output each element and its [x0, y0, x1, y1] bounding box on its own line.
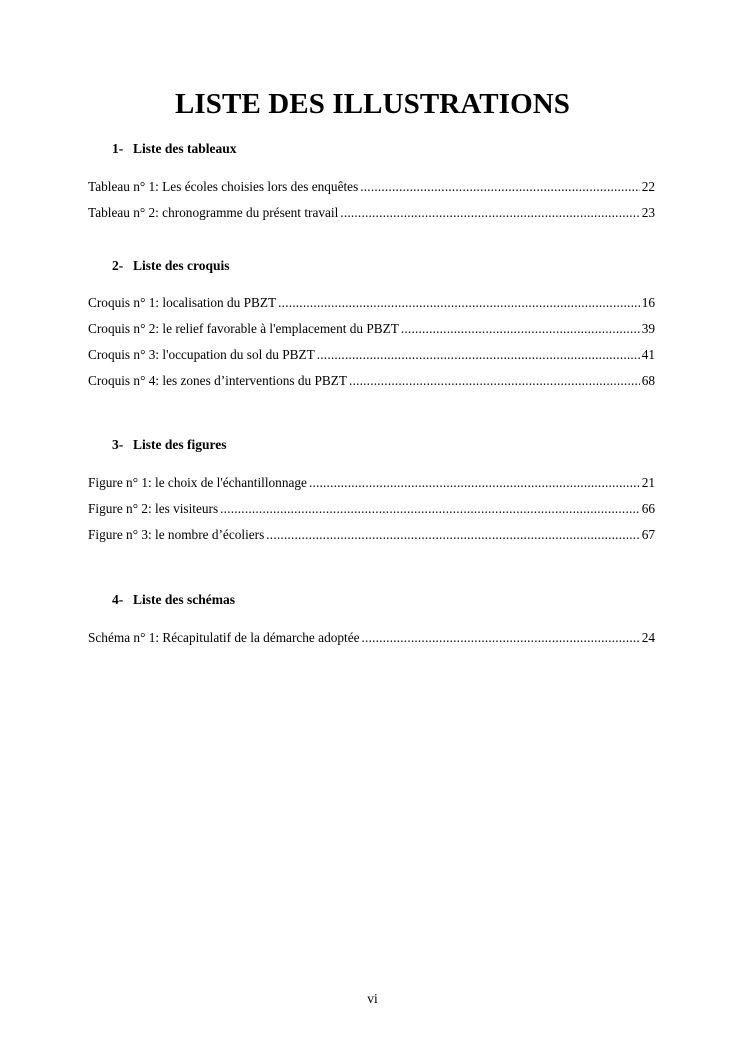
section-title: Liste des croquis — [133, 258, 230, 273]
entry-label: Croquis n° 2: le relief favorable à l'emplacement du PBZT — [88, 321, 399, 336]
section-title: Liste des figures — [133, 437, 227, 452]
toc-entry-figure-2[interactable] — [88, 501, 655, 517]
section-title: Liste des tableaux — [133, 141, 237, 156]
entry-page: 68 — [641, 373, 655, 388]
entry-page: 23 — [641, 205, 655, 220]
dot-leader — [317, 347, 640, 363]
entry-label: Croquis n° 4: les zones d’interventions du PBZT — [88, 373, 348, 388]
entry-page: 67 — [641, 527, 655, 542]
toc-entry-tableau-2[interactable] — [88, 205, 655, 221]
section-heading-schemas — [112, 592, 235, 608]
dot-leader — [362, 630, 640, 646]
entry-page: 24 — [641, 630, 655, 645]
toc-entry-tableau-1[interactable] — [88, 179, 655, 195]
dot-leader — [340, 205, 639, 221]
entry-label: Croquis n° 3: l'occupation du sol du PBZT — [88, 347, 315, 362]
toc-entry-croquis-1[interactable] — [88, 295, 655, 311]
section-heading-croquis — [112, 258, 230, 274]
entry-label: Croquis n° 1: localisation du PBZT — [88, 295, 277, 310]
page-number: vi — [367, 991, 378, 1006]
entry-page: 39 — [641, 321, 655, 336]
dot-leader — [220, 501, 640, 517]
entry-label: Tableau n° 1: Les écoles choisies lors des enquêtes — [88, 179, 359, 194]
entry-page: 41 — [641, 347, 655, 362]
section-number: 1- — [112, 141, 124, 156]
section-number: 2- — [112, 258, 124, 273]
section-heading-tableaux — [112, 141, 237, 157]
section-heading-figures — [112, 437, 227, 453]
dot-leader — [278, 295, 640, 311]
dot-leader — [349, 373, 640, 389]
entry-label: Figure n° 3: le nombre d’écoliers — [88, 527, 265, 542]
entry-page: 66 — [641, 501, 655, 516]
section-number: 4- — [112, 592, 124, 607]
entry-label: Schéma n° 1: Récapitulatif de la démarche adoptée — [88, 630, 360, 645]
entry-page: 16 — [641, 295, 655, 310]
entry-label: Figure n° 1: le choix de l'échantillonnage — [88, 475, 307, 490]
toc-entry-figure-1[interactable] — [88, 475, 655, 491]
dot-leader — [309, 475, 640, 491]
dot-leader — [266, 527, 639, 543]
entry-page: 21 — [641, 475, 655, 490]
section-title: Liste des schémas — [133, 592, 235, 607]
toc-entry-croquis-3[interactable] — [88, 347, 655, 363]
entry-label: Figure n° 2: les visiteurs — [88, 501, 219, 516]
toc-entry-schema-1[interactable] — [88, 630, 655, 646]
dot-leader — [401, 321, 640, 337]
page-title: LISTE DES ILLUSTRATIONS — [174, 88, 571, 120]
toc-entry-croquis-2[interactable] — [88, 321, 655, 337]
toc-entry-figure-3[interactable] — [88, 527, 655, 543]
section-number: 3- — [112, 437, 124, 452]
entry-label: Tableau n° 2: chronogramme du présent travail — [88, 205, 339, 220]
entry-page: 22 — [641, 179, 655, 194]
dot-leader — [360, 179, 639, 195]
toc-entry-croquis-4[interactable] — [88, 373, 655, 389]
